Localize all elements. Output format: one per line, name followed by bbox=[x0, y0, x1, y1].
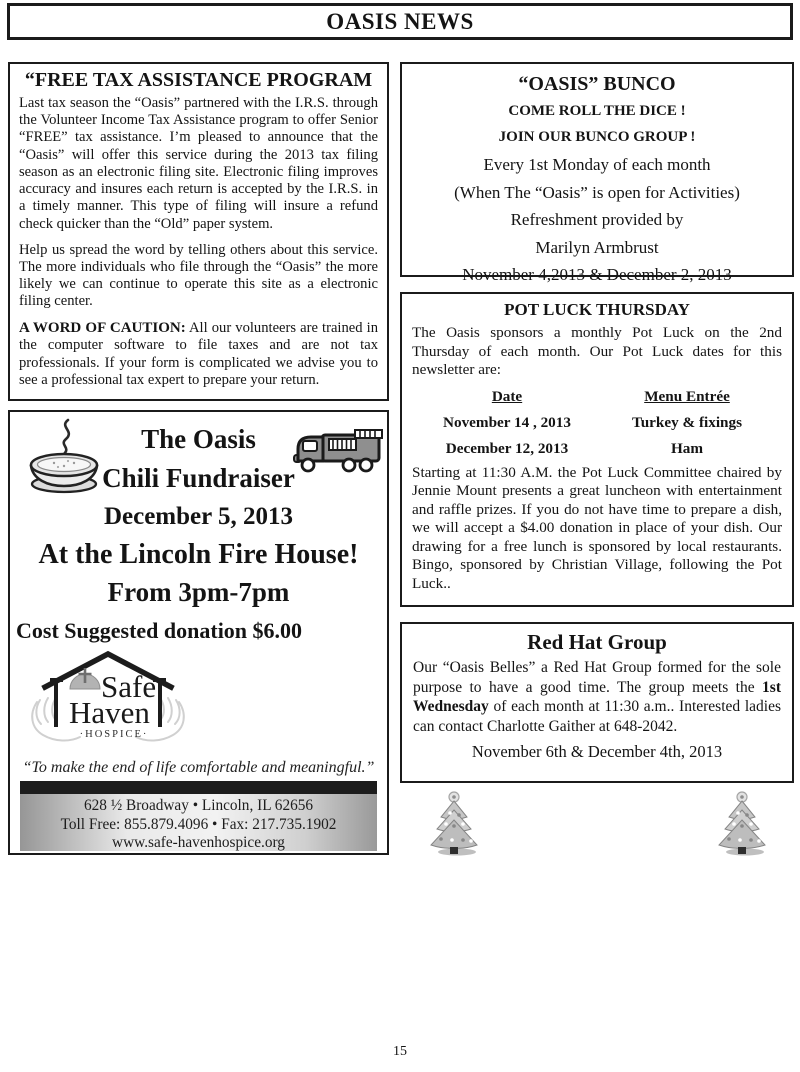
chili-line-time: From 3pm-7pm bbox=[107, 577, 290, 607]
potluck-row2-menu: Ham bbox=[670, 439, 704, 457]
potluck-title: POT LUCK THURSDAY bbox=[504, 300, 690, 319]
chili-line-date: December 5, 2013 bbox=[103, 503, 294, 530]
christmas-tree-icon bbox=[714, 790, 772, 858]
potluck-row2-date: December 12, 2013 bbox=[445, 439, 569, 457]
page-title: OASIS NEWS bbox=[326, 8, 474, 34]
red-hat-section bbox=[400, 622, 794, 783]
red-hat-paragraph bbox=[413, 658, 781, 736]
hospice-address-panel bbox=[20, 794, 377, 851]
red-hat-text-post: of each month at 11:30 a.m.. Interested ladies can contact Charlotte Gaither at 648-2042. bbox=[413, 698, 781, 735]
chili-fundraiser-section bbox=[8, 410, 389, 855]
bunco-line2: (When The “Oasis” is open for Activities) bbox=[454, 182, 740, 202]
potluck-row1-date: November 14 , 2013 bbox=[443, 413, 571, 431]
hospice-address: 628 ½ Broadway • Lincoln, IL 62656 bbox=[83, 797, 314, 814]
tax-program-title: “FREE TAX ASSISTANCE PROGRAM bbox=[24, 69, 373, 91]
potluck-intro: The Oasis sponsors a monthly Pot Luck on the 2nd Thursday of each month. Our Pot Luck dates for this newsletter are: bbox=[412, 324, 782, 379]
red-hat-text-pre: Our “Oasis Belles” a Red Hat Group formed for the sole purpose to have a good time. The group meets the bbox=[413, 659, 781, 696]
bunco-line3: Refreshment provided by bbox=[510, 210, 684, 229]
tax-program-caution bbox=[19, 320, 378, 389]
bunco-dates: November 4,2013 & December 2, 2013 bbox=[462, 265, 732, 284]
chili-line-fundraiser: Chili Fundraiser bbox=[102, 463, 295, 493]
tax-program-section bbox=[8, 62, 389, 401]
page-number: 15 bbox=[393, 1044, 407, 1059]
logo-subtitle: ·HOSPICE· bbox=[79, 729, 149, 740]
bunco-line1: Every 1st Monday of each month bbox=[483, 155, 711, 174]
hospice-tagline: “To make the end of life comfortable and meaningful.” bbox=[22, 759, 375, 776]
red-hat-title: Red Hat Group bbox=[527, 630, 667, 654]
chili-cost-line: Cost Suggested donation $6.00 bbox=[16, 618, 303, 643]
caution-text: All our volunteers are trained in the computer software to file taxes and are not tax professionals. If your form is complicated we advise you to see a professional tax expert to prepare your return. bbox=[19, 319, 378, 388]
caution-label: A WORD OF CAUTION: bbox=[19, 319, 186, 336]
tax-program-para1: Last tax season the “Oasis” partnered with the I.R.S. through the Volunteer Income Tax Assistance program to offer Senior “FREE” tax assistance. I’m pleased to announce that the “Oasis” will offer this service during the 2013 tax filing season as an electronic filing site. Electronic filing improves accuracy and insures each return is accepted by the I.R.S. in a timely manner. This type of filing will insure a refund check quicker than the “Old” paper system. bbox=[19, 95, 378, 232]
chili-line-oasis: The Oasis bbox=[141, 424, 256, 454]
header-box bbox=[7, 3, 793, 40]
potluck-row1-menu: Turkey & fixings bbox=[632, 413, 742, 431]
hospice-phone-fax: Toll Free: 855.879.4096 • Fax: 217.735.1902 bbox=[60, 815, 337, 833]
bunco-title: “OASIS” BUNCO bbox=[518, 73, 676, 95]
logo-name-bottom: Haven bbox=[69, 695, 150, 730]
logo-name-top: Safe bbox=[101, 669, 157, 704]
bunco-section bbox=[400, 62, 794, 284]
address-black-bar bbox=[20, 781, 377, 794]
bunco-bold-line2: JOIN OUR BUNCO GROUP ! bbox=[498, 129, 696, 145]
red-hat-text-bold: 1st Wednesday bbox=[413, 678, 781, 716]
chili-line-location: At the Lincoln Fire House! bbox=[38, 539, 359, 570]
christmas-tree-icon bbox=[426, 790, 484, 858]
potluck-section bbox=[400, 292, 794, 607]
bunco-bold-line1: COME ROLL THE DICE ! bbox=[508, 103, 686, 119]
tax-program-para2: Help us spread the word by telling others about this service. The more individuals who file through the “Oasis” the more likely we can continue to operate this site as a electronic filing center. bbox=[19, 241, 378, 310]
safe-haven-logo bbox=[22, 642, 194, 755]
potluck-col-header-menu: Menu Entrée bbox=[644, 387, 730, 405]
potluck-table bbox=[412, 388, 782, 458]
potluck-col-header-date: Date bbox=[491, 387, 523, 405]
hospice-website: www.safe-havenhospice.org bbox=[112, 834, 285, 852]
potluck-body: Starting at 11:30 A.M. the Pot Luck Committee chaired by Jennie Mount presents a great luncheon with entertainment and raffle prizes. If you do not have time to prepare a dish, we will accept a $4.00 donation in place of your dish. Our drawing for a free lunch is sponsored by local restaurants. Bingo, sponsored by Christian Village, following the Pot Luck.. bbox=[412, 463, 782, 592]
bunco-line4: Marilyn Armbrust bbox=[535, 237, 659, 257]
red-hat-dates: November 6th & December 4th, 2013 bbox=[471, 742, 723, 762]
